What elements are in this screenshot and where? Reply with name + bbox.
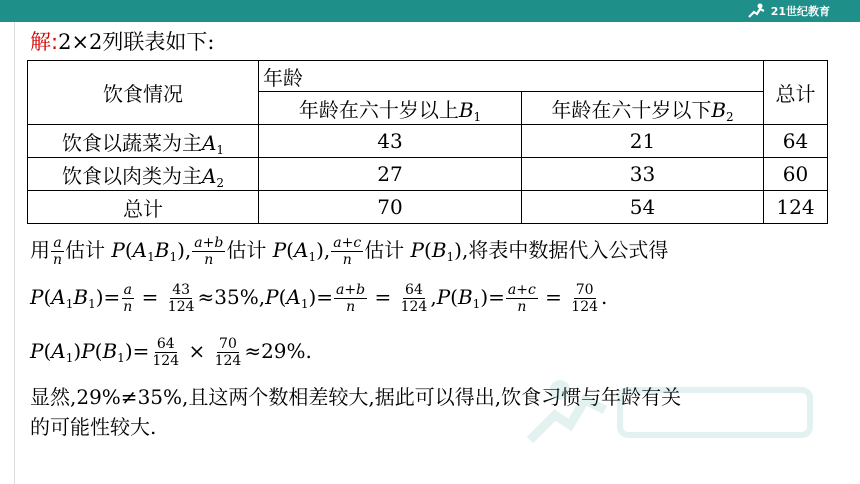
diet-header: 饮食情况 xyxy=(28,61,259,125)
brand-logo-text: 21世纪教育 xyxy=(770,5,830,18)
table-cell: 54 xyxy=(522,191,764,224)
table-cell: 33 xyxy=(522,158,764,191)
top-bar xyxy=(0,0,860,22)
solution-lead: 解: xyxy=(30,30,59,54)
row-label: 饮食以肉类为主$A_2$ xyxy=(28,158,259,191)
solution-heading-text: 2×2列联表如下: xyxy=(58,30,215,54)
table-row xyxy=(28,125,828,158)
formula-line-2: $P(A_1)P(B_1)=$ $\frac{64}{124}$ × $\frac{70}{124}$ ≈29%. xyxy=(30,336,312,369)
table-cell: 60 xyxy=(764,158,828,191)
formula-line-1: $P(A_1B_1)=$ $\frac{a}{n}$ = $\frac{43}{124}$ $\approx 35\%,P(A_1)=$ $\frac{a+b}{n}$ = $\frac{64}{124}$ $,P(B_1)=$ $\frac{a+c}{n}$ = $\frac{70}{124}$ . xyxy=(30,282,608,315)
contingency-table xyxy=(27,60,828,224)
row-label: 饮食以蔬菜为主$A_1$ xyxy=(28,125,259,158)
solution-heading xyxy=(30,28,214,56)
table-cell: 64 xyxy=(764,125,828,158)
conclusion: 显然,29%≠35%,且这两个数相差较大,据此可以得出,饮食习惯与年龄有关 的可能性较大. xyxy=(30,385,682,439)
table-cell: 70 xyxy=(259,191,522,224)
table-row xyxy=(28,158,828,191)
row-label: 总计 xyxy=(28,191,259,224)
table-cell: 43 xyxy=(259,125,522,158)
brand-logo xyxy=(745,2,830,20)
table-cell: 21 xyxy=(522,125,764,158)
total-header: 总计 xyxy=(764,61,828,125)
table-cell: 124 xyxy=(764,191,828,224)
age-col-2: 年龄在六十岁以下$B_2$ xyxy=(522,92,764,125)
runner-icon xyxy=(745,3,767,19)
table-row xyxy=(28,191,828,224)
age-header: 年龄 xyxy=(259,61,764,92)
estimate-line: 用 $\frac{a}{n}$ 估计 $P(A_1B_1)$, $\frac{a+b}{n}$ 估计 $P(A_1)$, $\frac{a+c}{n}$ 估计 $P(B_1)$,将表中数据代入公式得 xyxy=(30,235,669,268)
age-col-1: 年龄在六十岁以上$B_1$ xyxy=(259,92,522,125)
table-cell: 27 xyxy=(259,158,522,191)
watermark-logo xyxy=(520,370,820,450)
